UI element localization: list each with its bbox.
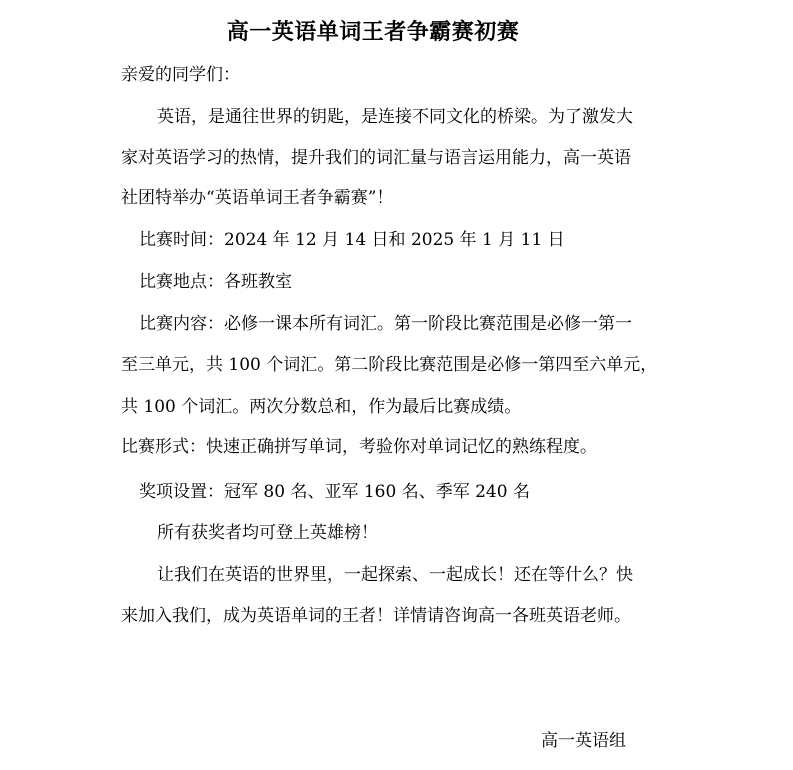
content-line-1: 比赛内容：必修一课本所有词汇。第一阶段比赛范围是必修一第一 (139, 314, 632, 334)
content-line-3: 共 100 个词汇。两次分数总和，作为最后比赛成绩。 (121, 397, 522, 417)
document-title: 高一英语单词王者争霸赛初赛 (226, 20, 520, 45)
competition-location: 比赛地点：各班教室 (139, 272, 292, 292)
closing-line-2: 来加入我们，成为英语单词的王者！详情请咨询高一各班英语老师。 (121, 606, 631, 626)
content-line-2: 至三单元，共 100 个词汇。第二阶段比赛范围是必修一第四至六单元， (121, 355, 658, 375)
closing-line-1: 让我们在英语的世界里，一起探索、一起成长！还在等什么？快 (157, 565, 633, 585)
competition-time: 比赛时间：2024 年 12 月 14 日和 2025 年 1 月 11 日 (139, 230, 565, 250)
greeting: 亲爱的同学们： (121, 65, 240, 85)
competition-format: 比赛形式：快速正确拼写单词，考验你对单词记忆的熟练程度。 (121, 437, 597, 457)
intro-line-2: 家对英语学习的热情，提升我们的词汇量与语言运用能力，高一英语 (121, 148, 631, 168)
award-settings: 奖项设置：冠军 80 名、亚军 160 名、季军 240 名 (139, 482, 530, 502)
intro-line-3: 社团特举办“英语单词王者争霸赛”！ (121, 188, 394, 208)
honor-note: 所有获奖者均可登上英雄榜！ (157, 523, 378, 543)
signature: 高一英语组 (541, 731, 626, 751)
intro-line-1: 英语，是通往世界的钥匙，是连接不同文化的桥梁。为了激发大 (157, 107, 633, 127)
